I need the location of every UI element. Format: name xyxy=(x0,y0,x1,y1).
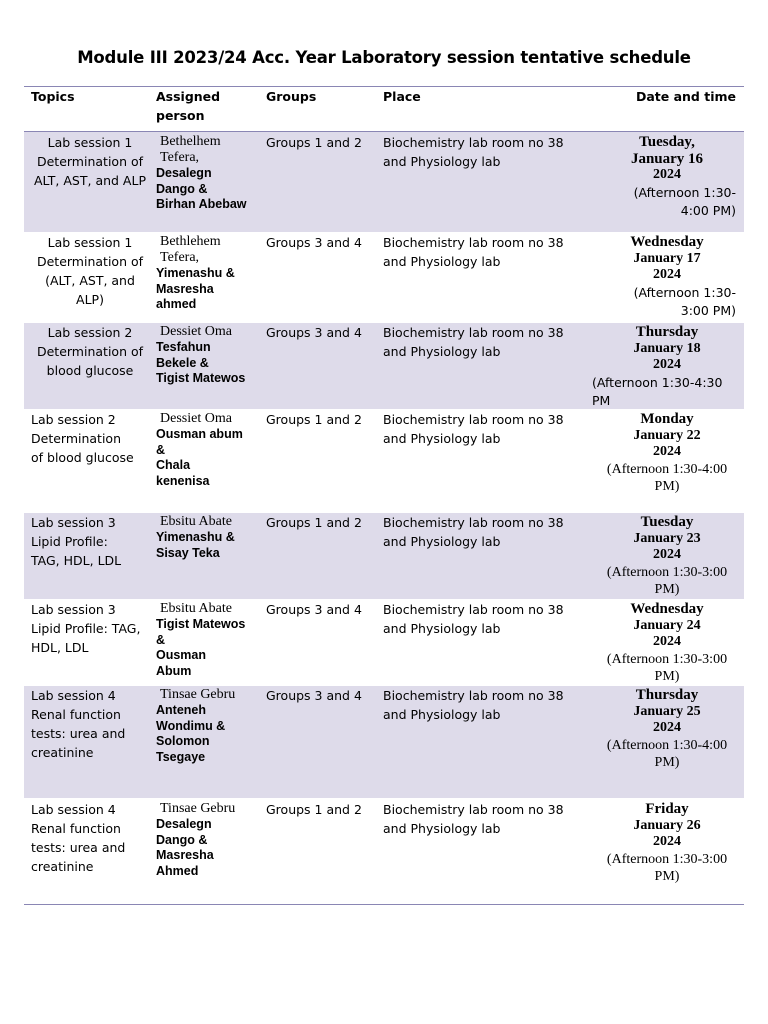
header-date-time: Date and time xyxy=(635,89,736,104)
place-cell: Biochemistry lab room no 38 and Physiology lab xyxy=(383,802,564,836)
person-first-name: Dessiet Oma xyxy=(160,411,232,426)
place-cell: Biochemistry lab room no 38 and Physiology lab xyxy=(383,235,564,269)
topic-cell: Lab session 1 Determination of (ALT, AST, and ALP) xyxy=(36,235,144,307)
groups-cell: Groups 3 and 4 xyxy=(266,688,362,703)
date-year: 2024 xyxy=(653,634,681,649)
groups-cell: Groups 1 and 2 xyxy=(266,802,362,817)
header-groups: Groups xyxy=(266,89,317,104)
header-assigned-person: Assigned person xyxy=(156,89,221,123)
date-day: Thursday xyxy=(635,324,699,340)
date-year: 2024 xyxy=(653,547,681,562)
date-time-cell xyxy=(592,324,742,410)
person-other-names: Desalegn Dango & Birhan Abebaw xyxy=(156,166,247,211)
topic-cell: Lab session 2 Determination of blood glucose xyxy=(31,412,134,465)
place-cell: Biochemistry lab room no 38 and Physiology lab xyxy=(383,688,564,722)
date-month-day: January 18 xyxy=(633,340,701,356)
time-range: (Afternoon 1:30- 3:00 PM) xyxy=(633,284,736,318)
assigned-person-cell xyxy=(156,324,256,387)
person-first-name: Dessiet Oma xyxy=(160,324,232,339)
date-month-day: January 23 xyxy=(633,530,701,546)
date-month-day: January 17 xyxy=(633,250,701,266)
groups-cell: Groups 3 and 4 xyxy=(266,602,362,617)
person-first-name: Bethelhem Tefera, xyxy=(160,134,221,165)
assigned-person-cell xyxy=(156,234,256,313)
assigned-person-cell xyxy=(156,514,256,561)
person-other-names: Tesfahun Bekele & Tigist Matewos xyxy=(156,340,246,385)
person-other-names: Yimenashu & Sisay Teka xyxy=(156,530,235,560)
assigned-person-cell xyxy=(156,801,256,879)
time-range: (Afternoon 1:30-4:00 PM) xyxy=(606,461,728,494)
date-day: Tuesday xyxy=(640,514,694,530)
date-month-day: January 26 xyxy=(633,817,701,833)
person-other-names: Tigist Matewos & Ousman Abum xyxy=(156,617,246,678)
place-cell: Biochemistry lab room no 38 and Physiology lab xyxy=(383,602,564,636)
person-other-names: Yimenashu & Masresha ahmed xyxy=(156,266,235,311)
date-year: 2024 xyxy=(653,357,681,372)
topic-cell: Lab session 3 Lipid Profile: TAG, HDL, LDL xyxy=(31,515,122,568)
assigned-person-cell xyxy=(156,411,256,489)
time-range: (Afternoon 1:30-3:00 PM) xyxy=(606,851,728,884)
place-cell: Biochemistry lab room no 38 and Physiology lab xyxy=(383,515,564,549)
place-cell: Biochemistry lab room no 38 and Physiology lab xyxy=(383,135,564,169)
date-time-cell xyxy=(592,514,742,599)
date-day: Monday xyxy=(640,411,694,427)
time-range: (Afternoon 1:30-3:00 PM) xyxy=(606,651,728,684)
topic-cell: Lab session 3 Lipid Profile: TAG, HDL, LDL xyxy=(31,602,141,655)
person-first-name: Tinsae Gebru xyxy=(160,687,236,702)
date-month-day: January 24 xyxy=(633,617,701,633)
date-month-day: January 22 xyxy=(633,427,701,443)
topic-cell: Lab session 1 Determination of ALT, AST, and ALP xyxy=(34,135,146,188)
date-year: 2024 xyxy=(653,720,681,735)
time-range: (Afternoon 1:30-4:00 PM) xyxy=(606,737,728,770)
date-time-cell xyxy=(592,687,742,772)
person-first-name: Ebsitu Abate xyxy=(160,601,232,616)
person-first-name: Ebsitu Abate xyxy=(160,514,232,529)
date-year: 2024 xyxy=(653,267,681,282)
assigned-person-cell xyxy=(156,601,256,679)
groups-cell: Groups 3 and 4 xyxy=(266,325,362,340)
date-year: 2024 xyxy=(653,444,681,459)
person-other-names: Anteneh Wondimu & Solomon Tsegaye xyxy=(156,703,226,764)
topic-cell: Lab session 2 Determination of blood glucose xyxy=(36,325,144,378)
date-time-cell xyxy=(592,134,742,220)
date-day: Wednesday xyxy=(630,234,704,250)
place-cell: Biochemistry lab room no 38 and Physiology lab xyxy=(383,412,564,446)
time-range: (Afternoon 1:30-4:30 PM xyxy=(592,374,723,408)
date-day: Wednesday xyxy=(630,601,704,617)
assigned-person-cell xyxy=(156,687,256,765)
date-time-cell xyxy=(592,801,742,886)
date-year: 2024 xyxy=(653,167,681,182)
person-first-name: Tinsae Gebru xyxy=(160,801,236,816)
table-bottom-rule xyxy=(24,904,744,905)
groups-cell: Groups 1 and 2 xyxy=(266,515,362,530)
date-year: 2024 xyxy=(653,834,681,849)
groups-cell: Groups 3 and 4 xyxy=(266,235,362,250)
person-first-name: Bethlehem Tefera, xyxy=(160,234,221,265)
assigned-person-cell xyxy=(156,134,256,213)
person-other-names: Ousman abum & Chala kenenisa xyxy=(156,427,243,488)
date-day: Tuesday, January 16 xyxy=(630,134,704,167)
time-range: (Afternoon 1:30- 4:00 PM) xyxy=(633,184,736,218)
topic-cell: Lab session 4 Renal function tests: urea and creatinine xyxy=(31,688,126,760)
place-cell: Biochemistry lab room no 38 and Physiology lab xyxy=(383,325,564,359)
groups-cell: Groups 1 and 2 xyxy=(266,135,362,150)
time-range: (Afternoon 1:30-3:00 PM) xyxy=(606,564,728,597)
topic-cell: Lab session 4 Renal function tests: urea and creatinine xyxy=(31,802,126,874)
header-place: Place xyxy=(383,89,421,104)
groups-cell: Groups 1 and 2 xyxy=(266,412,362,427)
date-day: Friday xyxy=(645,801,689,817)
date-time-cell xyxy=(592,234,742,320)
page-title: Module III 2023/24 Acc. Year Laboratory session tentative schedule xyxy=(77,48,691,67)
date-month-day: January 25 xyxy=(633,703,701,719)
date-time-cell xyxy=(592,411,742,496)
header-topics: Topics xyxy=(31,89,75,104)
date-day: Thursday xyxy=(635,687,699,703)
person-other-names: Desalegn Dango & Masresha Ahmed xyxy=(156,817,214,878)
date-time-cell xyxy=(592,601,742,686)
